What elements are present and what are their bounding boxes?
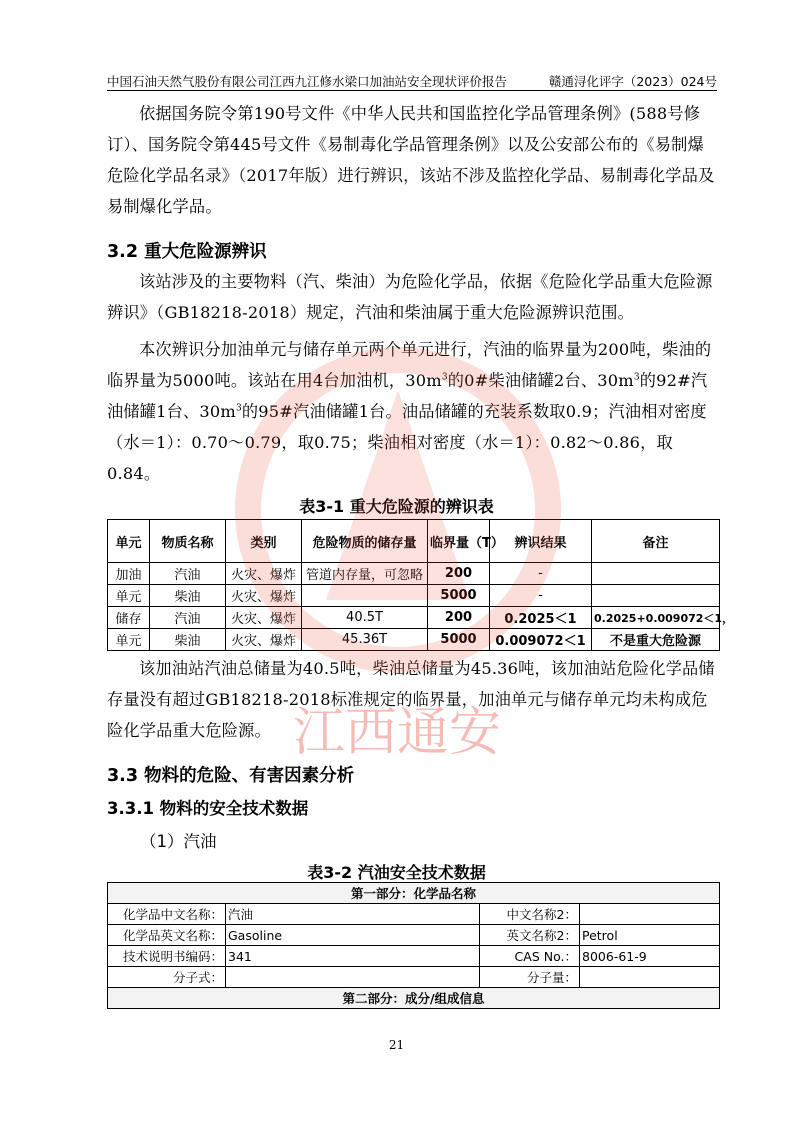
col-threshold: 临界量（T） xyxy=(428,520,490,563)
table-row: 储存 汽油 火灾、爆炸 40.5T 200 0.2025＜1 0.2025+0.009072＜1， xyxy=(108,607,720,629)
section-3-3-1-title: 3.3.1 物料的安全技术数据 xyxy=(107,799,309,818)
gasoline-safety-data-table xyxy=(107,882,720,1009)
section-3-2-para2: 本次辨识分加油单元与储存单元两个单元进行，汽油的临界量为200吨，柴油的临界量为5000吨。该站在用4台加油机，$30m^3$的0#柴油储罐2台、$30m^3$的92#汽油储罐1台、$30m^3$的95#汽油储罐1台。油品储罐的充装系数取0.9；汽油相对密度（水＝1）：0.70～0.79，取0.75；柴油相对密度（水＝1）：0.82～0.86，取0.84。 xyxy=(107,340,712,483)
table-row: 单元 柴油 火灾、爆炸 5000 - xyxy=(108,585,720,607)
table-row: 加油 汽油 火灾、爆炸 管道内存量，可忽略 200 - xyxy=(108,563,720,585)
col-unit: 单元 xyxy=(108,520,150,563)
section-3-3-title: 3.3 物料的危险、有害因素分析 xyxy=(107,766,355,786)
table-row: 第一部分：化学品名称 xyxy=(108,883,720,904)
page-header xyxy=(107,70,717,91)
table-row: 第二部分：成分/组成信息 xyxy=(108,988,720,1009)
table-row: 单元 柴油 火灾、爆炸 45.36T 5000 0.009072＜1 不是重大危险源 xyxy=(108,629,720,651)
section-3-2-para1: 该站涉及的主要物料（汽、柴油）为危险化学品，依据《危险化学品重大危险源辨识》（GB18218-2018）规定，汽油和柴油属于重大危险源辨识范围。 xyxy=(107,272,713,322)
table-row: 化学品英文名称： Gasoline 英文名称2： Petrol xyxy=(108,925,720,946)
table-row: 分子式： 分子量： xyxy=(108,967,720,988)
col-substance: 物质名称 xyxy=(150,520,226,563)
table-row: 技术说明书编码： 341 CAS No.： 8006-61-9 xyxy=(108,946,720,967)
col-category: 类别 xyxy=(226,520,302,563)
header-title: 中国石油天然气股份有限公司江西九江修水梁口加油站安全现状评价报告 xyxy=(107,74,508,89)
section-3-2-title: 3.2 重大危险源辨识 xyxy=(107,242,267,262)
watermark-text: 江西通安 xyxy=(292,703,502,763)
report-number: 赣通浔化评字（2023）024号 xyxy=(548,74,717,89)
col-result: 辨识结果 xyxy=(490,520,592,563)
hazard-identification-table xyxy=(107,519,734,651)
table-3-2-caption: 表3-2 汽油安全技术数据 xyxy=(307,863,486,882)
col-remark: 备注 xyxy=(592,520,720,563)
item-gasoline: （1）汽油 xyxy=(140,832,217,851)
page-number: 21 xyxy=(388,1038,405,1052)
table-row: 化学品中文名称： 汽油 中文名称2： xyxy=(108,904,720,925)
table-3-1-caption: 表3-1 重大危险源的辨识表 xyxy=(299,497,494,516)
col-storage: 危险物质的储存量 xyxy=(302,520,428,563)
intro-paragraph: 依据国务院令第190号文件《中华人民共和国监控化学品管理条例》(588号修订）、国务院令第445号文件《易制毒化学品管理条例》以及公安部公布的《易制爆危险化学品名录》（2017年版）进行辨识，该站不涉及监控化学品、易制毒化学品及易制爆化学品。 xyxy=(107,104,715,216)
table-header-row xyxy=(108,520,720,563)
after-table-paragraph: 该加油站汽油总储量为40.5吨，柴油总储量为45.36吨，该加油站危险化学品储存量没有超过GB18218-2018标准规定的临界量，加油单元与储存单元均未构成危险化学品重大危险源。 xyxy=(107,659,715,740)
